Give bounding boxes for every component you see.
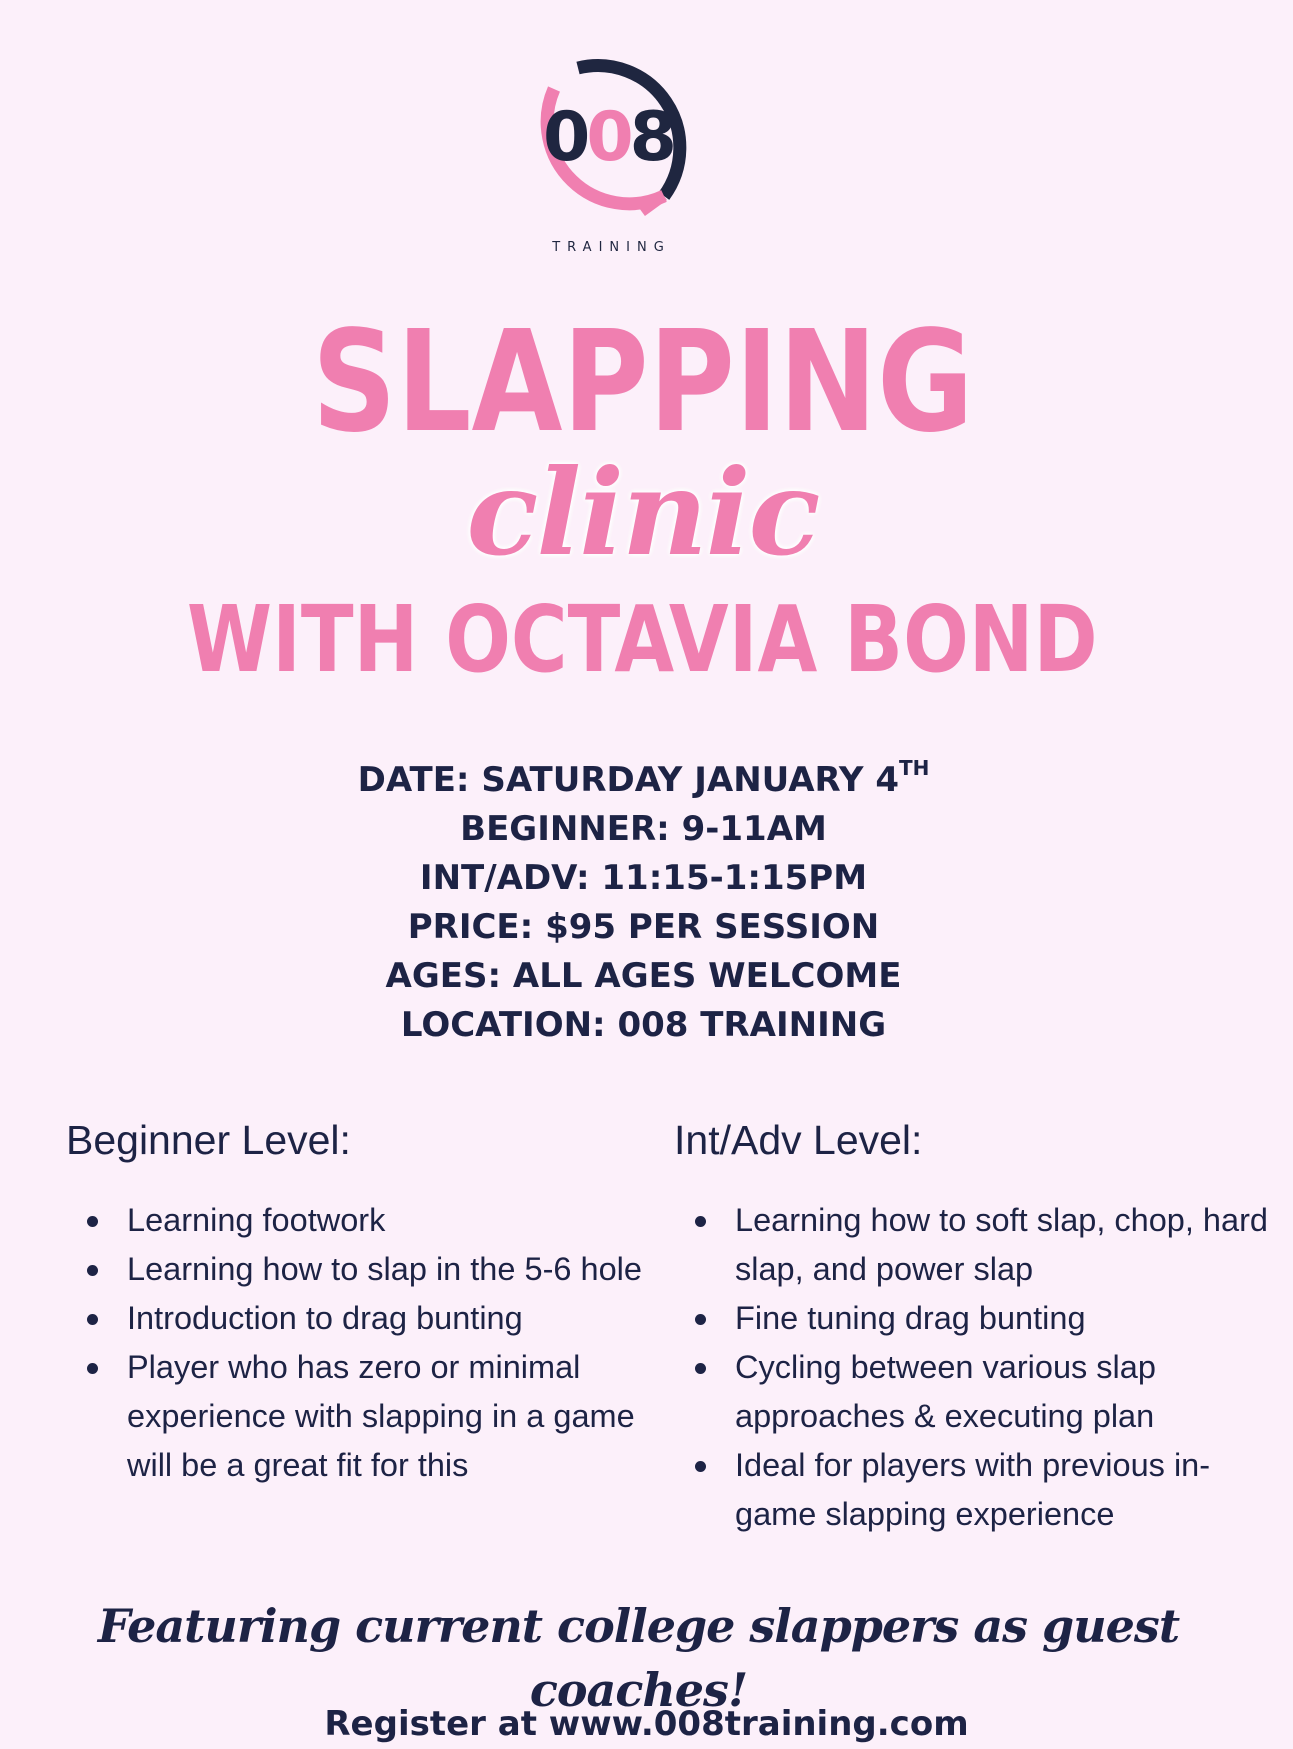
beginner-level-heading: Beginner Level: bbox=[66, 1117, 351, 1163]
detail-date bbox=[0, 756, 1290, 805]
logo-subtitle: TRAINING bbox=[552, 240, 671, 255]
detail-ages: AGES: ALL AGES WELCOME bbox=[385, 956, 902, 996]
logo bbox=[514, 44, 702, 264]
list-item: Cycling between various slap approaches & executing plan bbox=[674, 1343, 1285, 1441]
list-item: Introduction to drag bunting bbox=[66, 1294, 647, 1343]
logo-mark-left: 0 bbox=[543, 97, 587, 177]
detail-location: LOCATION: 008 TRAINING bbox=[400, 1005, 887, 1045]
register-line: Register at www.008training.com bbox=[324, 1704, 969, 1744]
featuring-tagline: Featuring current college slappers as guest coaches! bbox=[97, 1599, 1180, 1717]
title-script: clinic bbox=[466, 443, 819, 582]
logo-mark-right: 8 bbox=[629, 97, 673, 177]
int-adv-level-list bbox=[674, 1196, 1274, 1539]
list-item: Fine tuning drag bunting bbox=[674, 1294, 1285, 1343]
detail-price: PRICE: $95 PER SESSION bbox=[407, 907, 880, 947]
detail-date-text: DATE: SATURDAY JANUARY 4 bbox=[357, 760, 899, 800]
title-main: SLAPPING bbox=[311, 301, 974, 464]
detail-beginner-time: BEGINNER: 9-11AM bbox=[460, 809, 827, 849]
int-adv-level-section bbox=[674, 1112, 1274, 1539]
list-item: Player who has zero or minimal experience with slapping in a game will be a great fit for this bbox=[66, 1343, 647, 1490]
list-item: Ideal for players with previous in-game slapping experience bbox=[674, 1441, 1285, 1539]
list-item: Learning footwork bbox=[66, 1196, 647, 1245]
detail-date-suffix: TH bbox=[898, 756, 930, 780]
detail-int-adv-time: INT/ADV: 11:15-1:15PM bbox=[419, 858, 868, 898]
beginner-level-list bbox=[66, 1196, 666, 1490]
list-item: Learning how to slap in the 5-6 hole bbox=[66, 1245, 647, 1294]
event-details bbox=[0, 756, 1293, 1050]
logo-wordmark bbox=[514, 62, 702, 212]
title-subtitle: WITH OCTAVIA BOND bbox=[186, 586, 1098, 693]
list-item: Learning how to soft slap, chop, hard slap, and power slap bbox=[674, 1196, 1285, 1294]
logo-mark-mid: 0 bbox=[586, 97, 630, 177]
int-adv-level-heading: Int/Adv Level: bbox=[674, 1117, 923, 1163]
beginner-level-section bbox=[66, 1112, 666, 1490]
